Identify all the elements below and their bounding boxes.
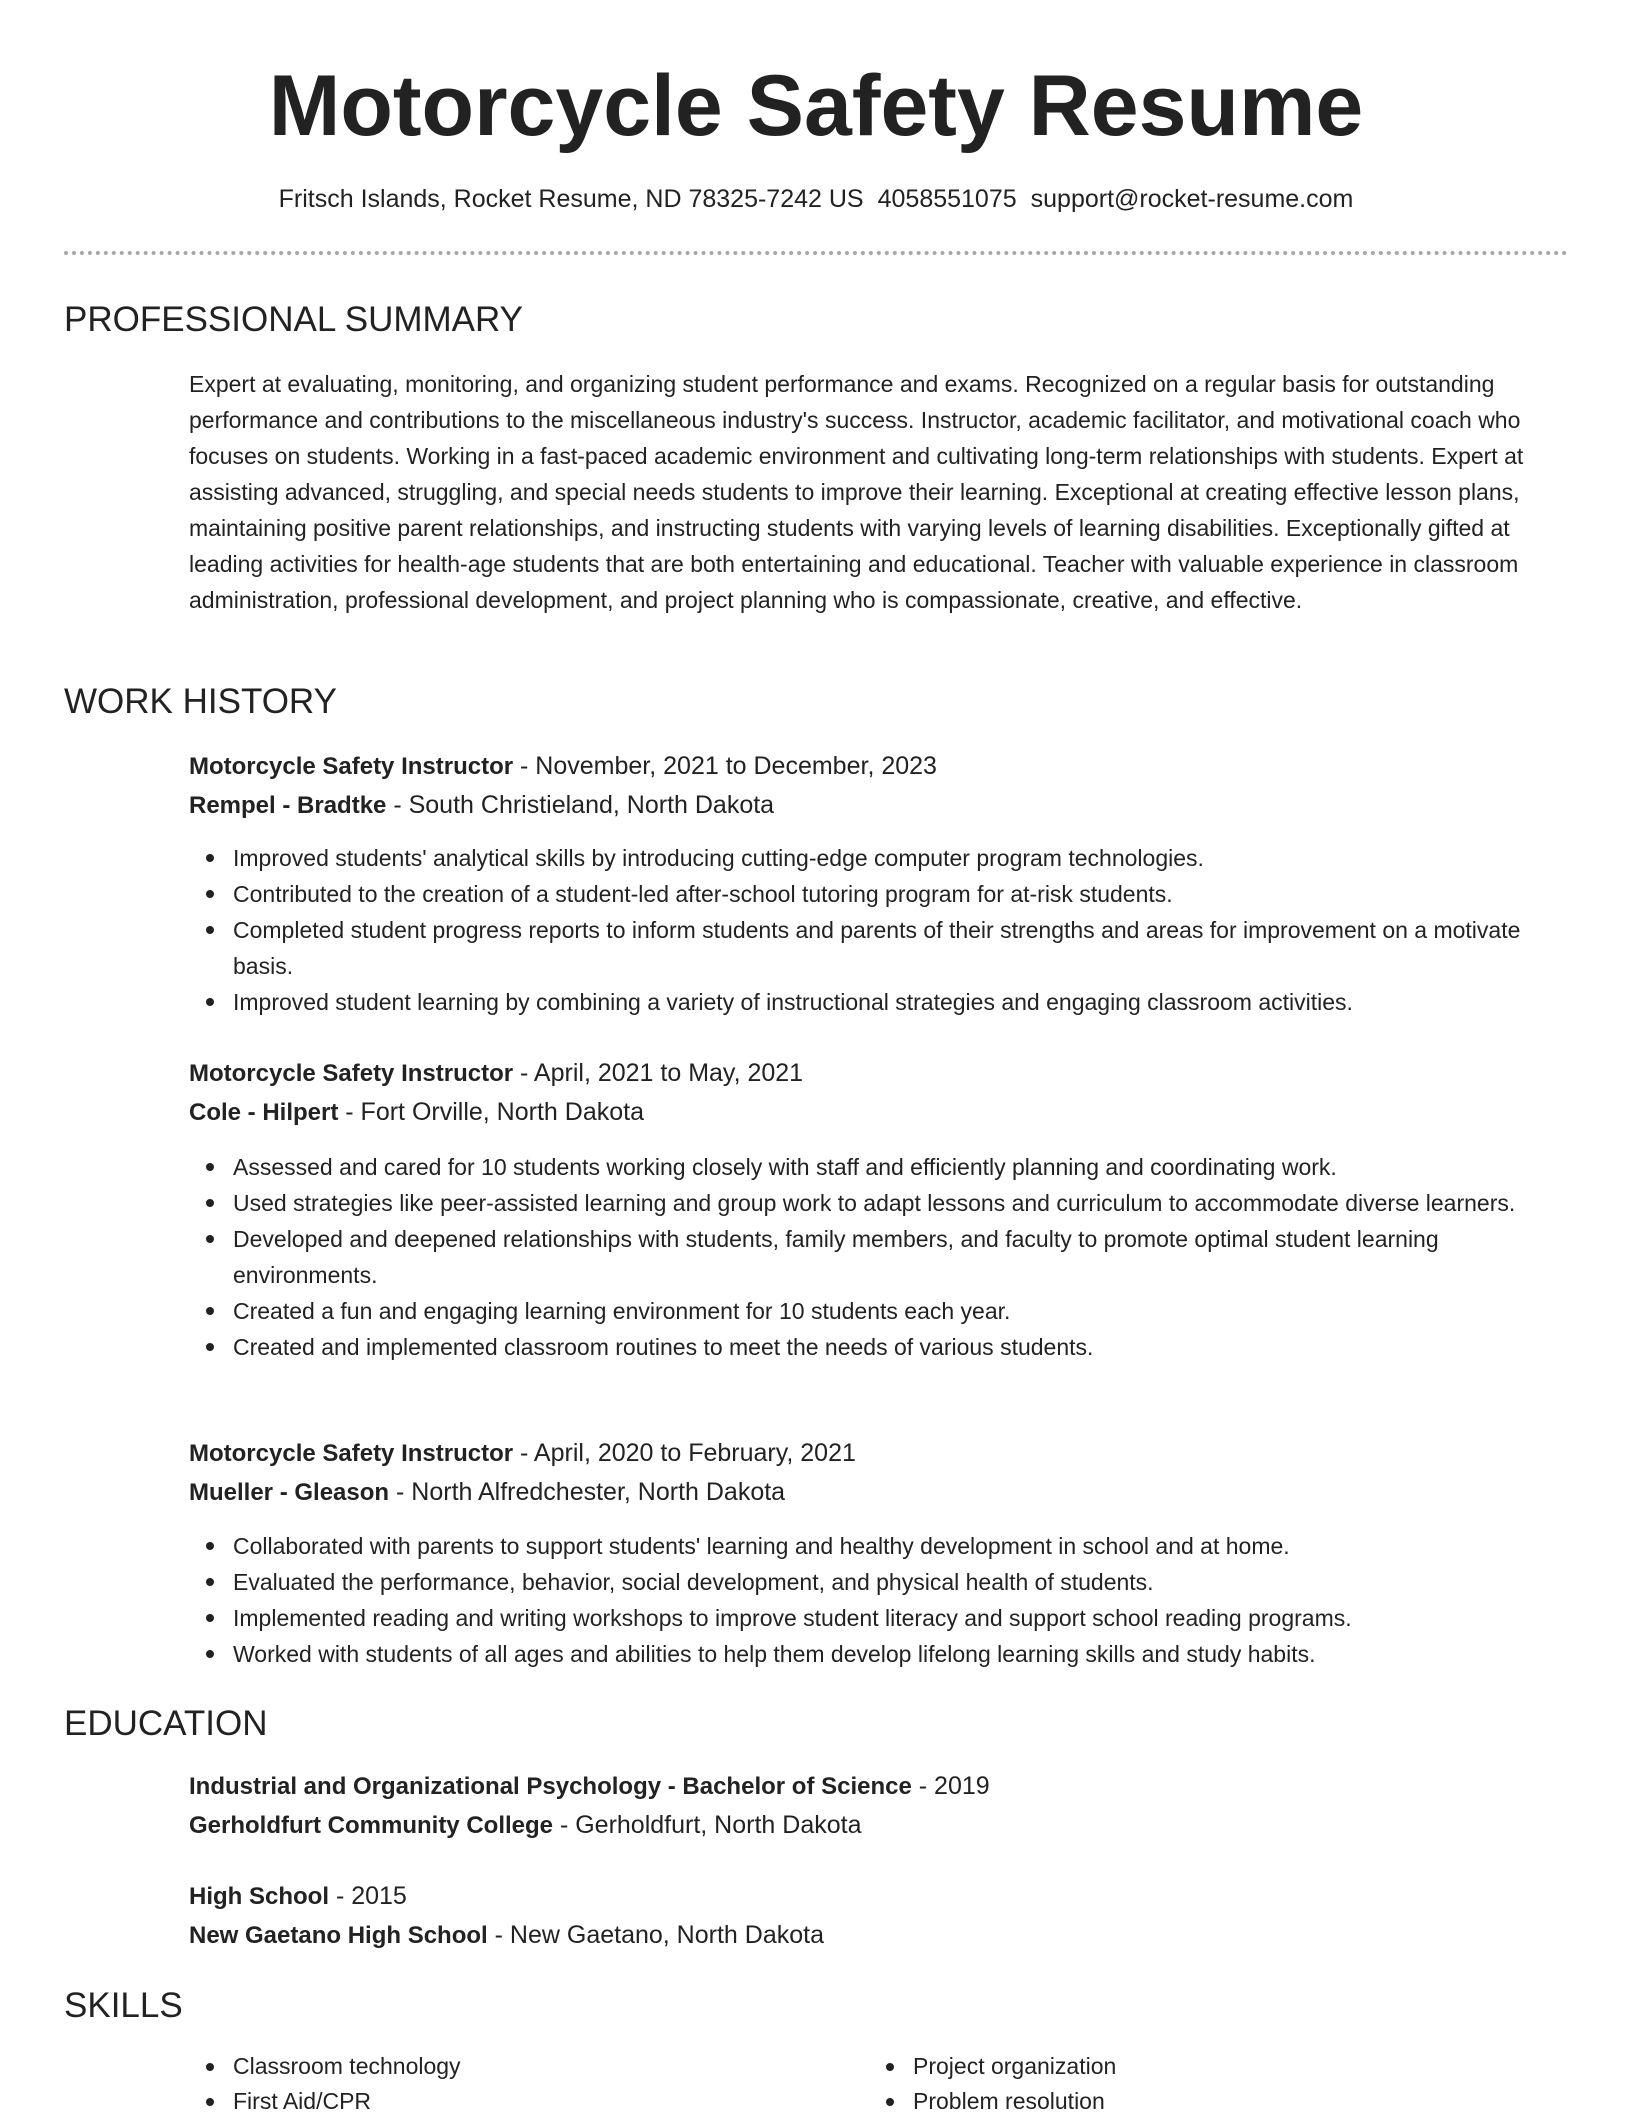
education-year: - 2015	[329, 1882, 407, 1910]
list-item: Used strategies like peer-assisted learning and group work to adapt lessons and curriculum to accommodate diverse learners.	[233, 1185, 1569, 1221]
list-item: Collaborated with parents to support students' learning and healthy development in school and at home.	[233, 1528, 1569, 1564]
education-school-line	[189, 1806, 1569, 1845]
job-title: Motorcycle Safety Instructor	[189, 1060, 514, 1087]
education-degree-line	[189, 1767, 1569, 1806]
job-dates: - April, 2021 to May, 2021	[513, 1059, 804, 1087]
job-title: Motorcycle Safety Instructor	[189, 753, 514, 780]
education-school-line	[189, 1916, 1569, 1955]
job-location: - North Alfredchester, North Dakota	[389, 1478, 786, 1506]
section-title-skills: SKILLS	[64, 1986, 183, 2025]
skills-list-left	[189, 2049, 809, 2119]
skills-list-right	[869, 2049, 1489, 2119]
skill-item: Classroom technology	[233, 2049, 809, 2084]
section-title-education: EDUCATION	[64, 1704, 268, 1743]
list-item: Completed student progress reports to inform students and parents of their strengths and areas for improvement on a motivate basis.	[233, 912, 1569, 984]
education-entry	[189, 1767, 1569, 1845]
contact-email: support@rocket-resume.com	[1030, 185, 1354, 213]
summary-text: Expert at evaluating, monitoring, and organizing student performance and exams. Recognized on a regular basis for outstanding performance and contributions to the miscellaneous industry's success. Instructor, academic facilitator, and motivational coach who focuses on students. Working in a fast-paced academic environment and cultivating long-term relationships with students. Expert at assisting advanced, struggling, and special needs students to improve their learning. Exceptional at creating effective lesson plans, maintaining positive parent relationships, and instructing students with varying levels of learning disabilities. Exceptionally gifted at leading activities for health-age students that are both entertaining and educational. Teacher with valuable experience in classroom administration, professional development, and project planning who is compassionate, creative, and effective.	[189, 371, 1524, 613]
job-title-line	[189, 1434, 1569, 1473]
list-item: Developed and deepened relationships with students, family members, and faculty to promote optimal student learning environments.	[233, 1221, 1569, 1293]
job-company-line	[189, 786, 1569, 825]
education-school: New Gaetano High School	[189, 1922, 488, 1949]
resume-title: Motorcycle Safety Resume	[268, 58, 1364, 154]
education-school: Gerholdfurt Community College	[189, 1812, 554, 1839]
job-company: Cole - Hilpert	[189, 1099, 339, 1126]
list-item: Improved student learning by combining a variety of instructional strategies and engaging classroom activities.	[233, 984, 1569, 1020]
section-title-summary: PROFESSIONAL SUMMARY	[64, 300, 523, 339]
job-company-line	[189, 1473, 1569, 1512]
job-dates: - April, 2020 to February, 2021	[513, 1439, 856, 1467]
list-item: Contributed to the creation of a student-led after-school tutoring program for at-risk students.	[233, 876, 1569, 912]
education-location: - New Gaetano, North Dakota	[487, 1921, 824, 1949]
job-bullets	[189, 840, 1569, 1020]
education-year: - 2019	[911, 1772, 990, 1800]
job-entry	[189, 1434, 1569, 1512]
education-location: - Gerholdfurt, North Dakota	[553, 1811, 862, 1839]
education-degree: High School	[189, 1883, 329, 1910]
job-location: - South Christieland, North Dakota	[386, 791, 775, 819]
job-location: - Fort Orville, North Dakota	[338, 1098, 644, 1126]
section-title-work: WORK HISTORY	[64, 682, 337, 721]
list-item: Implemented reading and writing workshops to improve student literacy and support school reading programs.	[233, 1600, 1569, 1636]
job-company: Rempel - Bradtke	[189, 792, 387, 819]
list-item: Created a fun and engaging learning environment for 10 students each year.	[233, 1293, 1569, 1329]
contact-address: Fritsch Islands, Rocket Resume, ND 78325-7242 US	[278, 185, 864, 213]
skill-item: Problem resolution	[913, 2084, 1489, 2119]
list-item: Improved students' analytical skills by introducing cutting-edge computer program technologies.	[233, 840, 1569, 876]
skill-item: Project organization	[913, 2049, 1489, 2084]
list-item: Created and implemented classroom routines to meet the needs of various students.	[233, 1329, 1569, 1365]
job-title-line	[189, 1054, 1569, 1093]
education-degree-line	[189, 1877, 1569, 1916]
list-item: Worked with students of all ages and abilities to help them develop lifelong learning skills and study habits.	[233, 1636, 1569, 1672]
job-bullets	[189, 1149, 1569, 1365]
list-item: Evaluated the performance, behavior, social development, and physical health of students.	[233, 1564, 1569, 1600]
education-entry	[189, 1877, 1569, 1955]
education-degree: Industrial and Organizational Psychology - Bachelor of Science	[189, 1773, 912, 1800]
job-bullets	[189, 1528, 1569, 1672]
list-item: Assessed and cared for 10 students working closely with staff and efficiently planning and coordinating work.	[233, 1149, 1569, 1185]
skill-item: First Aid/CPR	[233, 2084, 809, 2119]
contact-phone: 4058551075	[877, 185, 1017, 213]
job-entry	[189, 1054, 1569, 1132]
job-entry	[189, 747, 1569, 825]
job-title-line	[189, 747, 1569, 786]
job-company: Mueller - Gleason	[189, 1479, 390, 1506]
contact-line	[0, 182, 1632, 216]
job-dates: - November, 2021 to December, 2023	[513, 752, 937, 780]
job-title: Motorcycle Safety Instructor	[189, 1440, 514, 1467]
job-company-line	[189, 1093, 1569, 1132]
header-divider	[64, 251, 1568, 255]
